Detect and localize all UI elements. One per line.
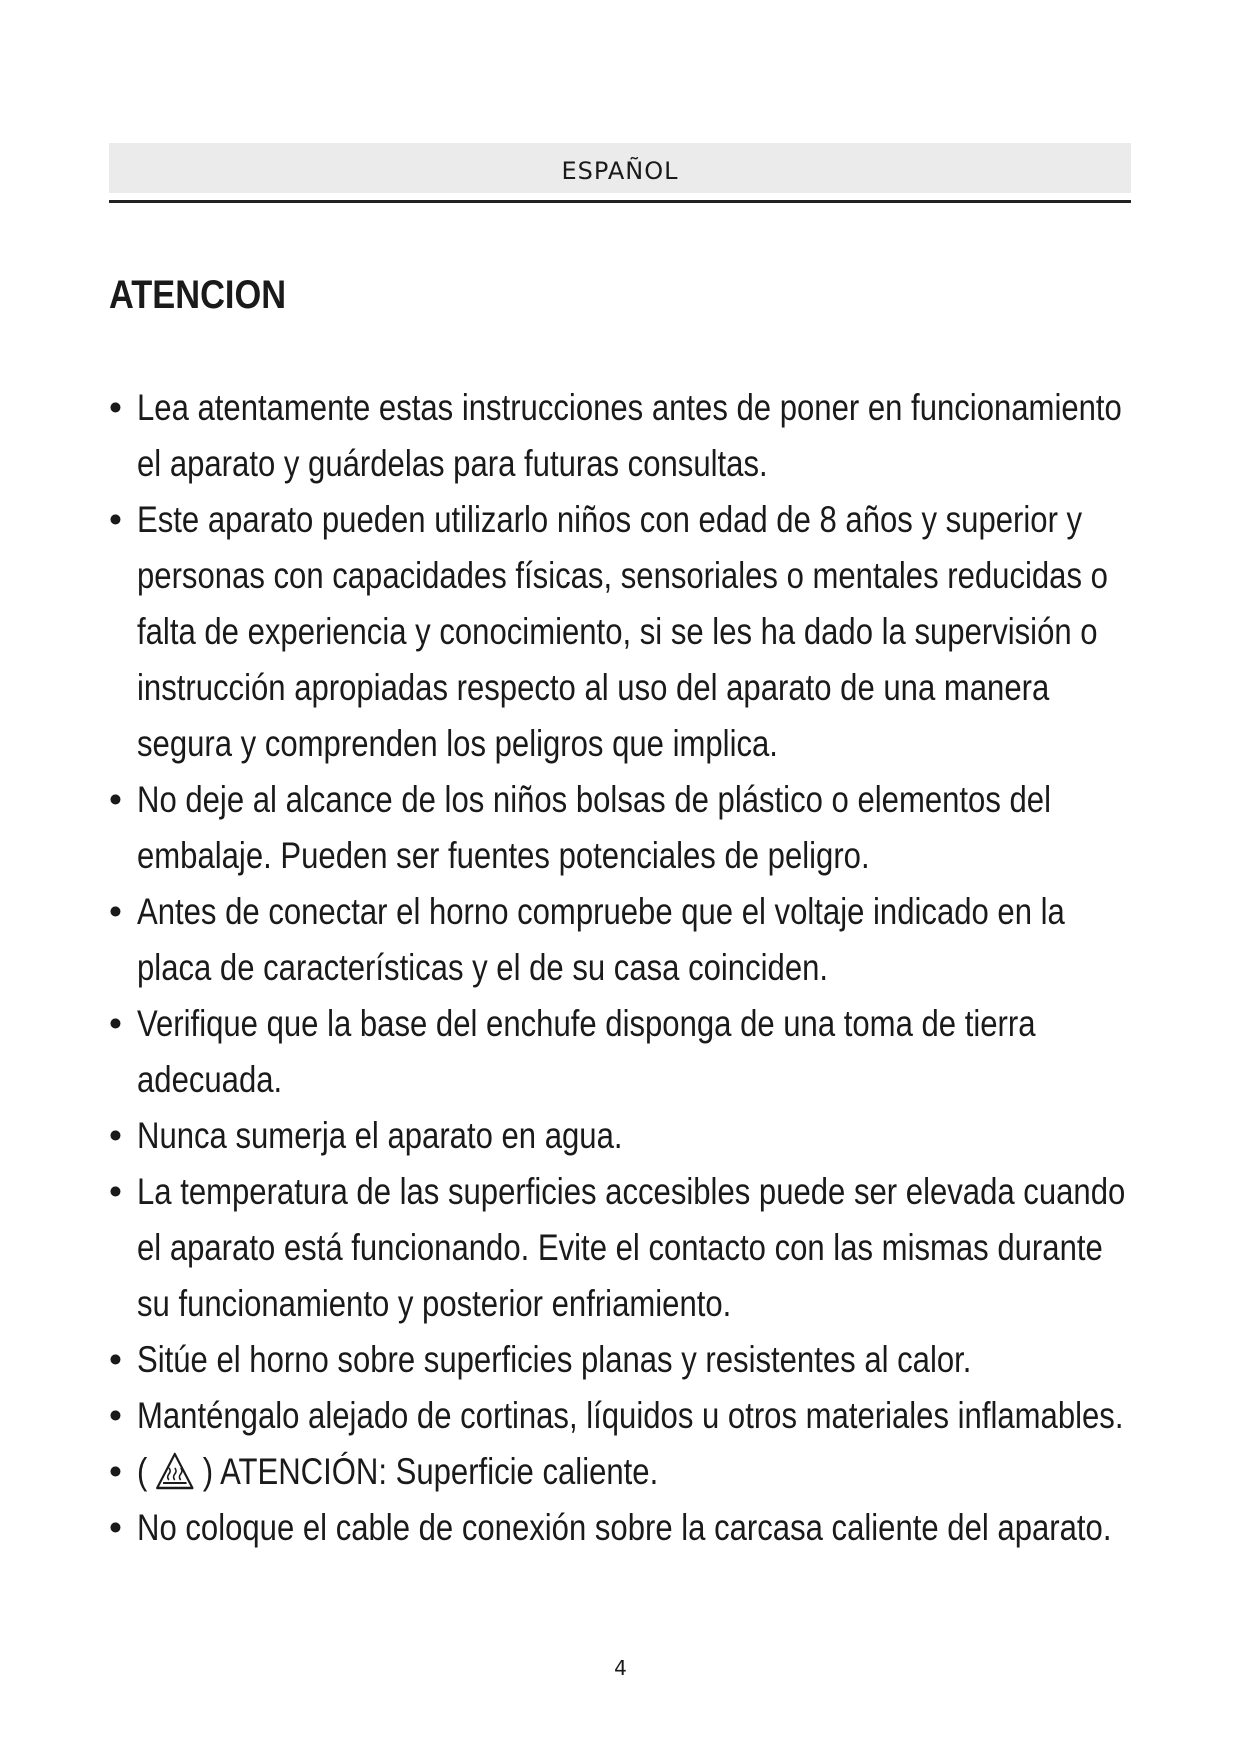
- list-item: [109, 1500, 1239, 1556]
- bullet: •: [109, 387, 122, 428]
- list-item-text: La temperatura de las superficies accesibles puede ser elevada cuando el aparato está funcionando. Evite el contacto con las mismas durante su funcionamiento y posterior enfriamiento.: [137, 1171, 1126, 1324]
- warnings-list: [109, 380, 1239, 1556]
- bullet: •: [109, 1451, 122, 1492]
- list-item-text: Sitúe el horno sobre superficies planas y resistentes al calor.: [137, 1339, 972, 1380]
- language-label: ESPAÑOL: [561, 157, 679, 185]
- list-item: [109, 996, 1239, 1108]
- list-item-text: Antes de conectar el horno compruebe que el voltaje indicado en la placa de características y el de su casa coinciden.: [137, 891, 1065, 988]
- bullet: •: [109, 1339, 122, 1380]
- list-item-text: Lea atentamente estas instrucciones antes de poner en funcionamiento el aparato y guárdelas para futuras consultas.: [137, 387, 1122, 484]
- list-item-text: No coloque el cable de conexión sobre la carcasa caliente del aparato.: [137, 1507, 1112, 1548]
- bullet: •: [109, 1507, 122, 1548]
- list-item: [109, 1164, 1239, 1332]
- page-title: ATENCION: [109, 273, 287, 317]
- list-item-text: Manténgalo alejado de cortinas, líquidos u otros materiales inflamables.: [137, 1395, 1124, 1436]
- list-item: [109, 1388, 1239, 1444]
- hot-surface-warning-icon: [156, 1452, 195, 1490]
- list-item-text: [137, 1444, 1141, 1500]
- list-item: [109, 1332, 1239, 1388]
- list-item: [109, 1108, 1239, 1164]
- list-item: [109, 772, 1239, 884]
- language-header: [109, 143, 1131, 193]
- header-divider: [109, 200, 1131, 203]
- bullet: •: [109, 1171, 122, 1212]
- bullet: •: [109, 779, 122, 820]
- bullet: •: [109, 891, 122, 932]
- list-item-hot-surface: [109, 1444, 1239, 1500]
- list-item-text: No deje al alcance de los niños bolsas de plástico o elementos del embalaje. Pueden ser fuentes potenciales de peligro.: [137, 779, 1051, 876]
- list-item: [109, 492, 1239, 772]
- list-item: [109, 380, 1239, 492]
- bullet: •: [109, 1395, 122, 1436]
- list-item-text: Nunca sumerja el aparato en agua.: [137, 1115, 623, 1156]
- bullet: •: [109, 1115, 122, 1156]
- list-item-text: Verifique que la base del enchufe disponga de una toma de tierra adecuada.: [137, 1003, 1036, 1100]
- list-item: [109, 884, 1239, 996]
- hot-surface-warning-text: ) ATENCIÓN: Superficie caliente.: [202, 1451, 659, 1492]
- paren-open: (: [137, 1451, 148, 1492]
- list-item-text: Este aparato pueden utilizarlo niños con edad de 8 años y superior y personas con capacidades físicas, sensoriales o mentales reducidas o falta de experiencia y conocimiento, si se les ha dado la supervisión o instrucción apropiadas respecto al uso del aparato de una manera segura y comprenden los peligros que implica.: [137, 499, 1108, 764]
- bullet: •: [109, 499, 122, 540]
- page-number: 4: [614, 1656, 627, 1680]
- bullet: •: [109, 1003, 122, 1044]
